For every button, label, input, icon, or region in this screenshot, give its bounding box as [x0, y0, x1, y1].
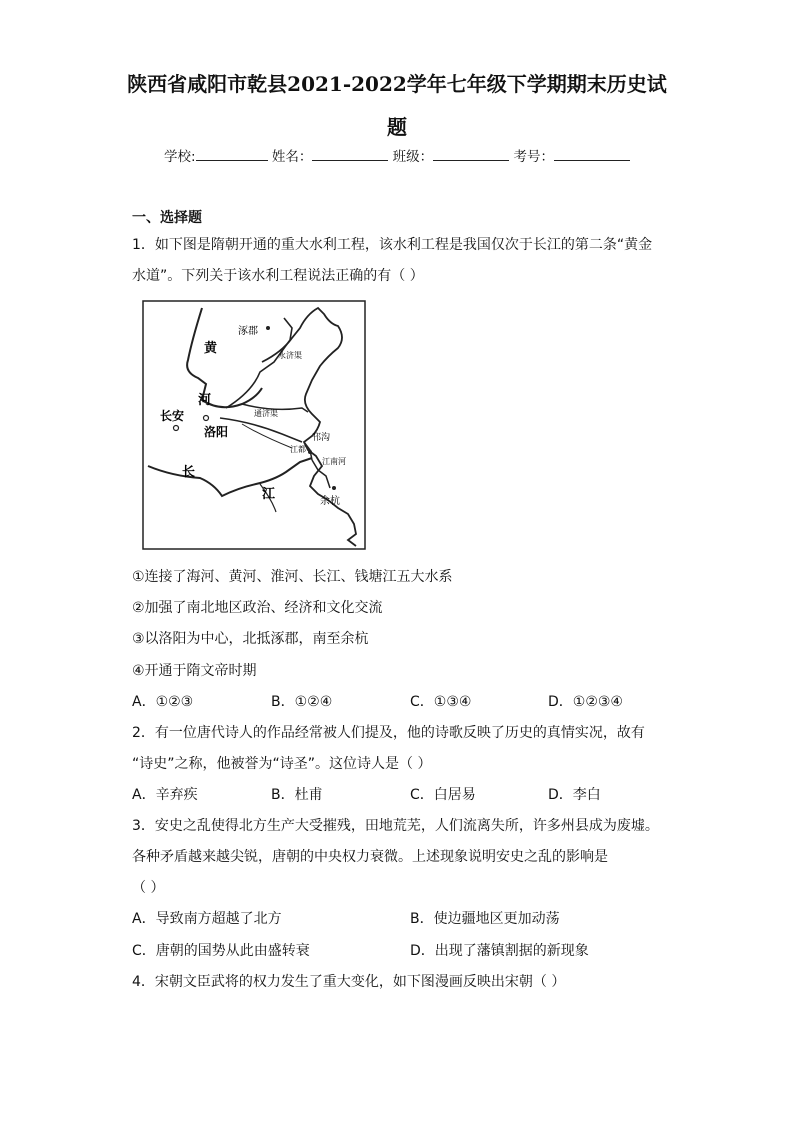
map-label-yongji: 永济渠 — [278, 351, 302, 360]
q2-option-d[interactable]: D．李白 — [548, 787, 601, 803]
q3-option-a[interactable]: A．导致南方超越了北方 — [132, 911, 282, 927]
q2-stem-line1: 2．有一位唐代诗人的作品经常被人们提及，他的诗歌反映了历史的真情实况，故有 — [132, 725, 645, 741]
student-info-line — [164, 145, 630, 165]
section-title: 一、选择题 — [132, 210, 202, 226]
school-label: 学校: — [164, 149, 196, 165]
class-label: 班级： — [392, 149, 434, 165]
name-field[interactable] — [312, 146, 388, 161]
school-field[interactable] — [196, 146, 268, 161]
q1-option-a[interactable]: A．①②③ — [132, 694, 194, 710]
map-label-luoyang: 洛阳 — [204, 425, 229, 439]
q3-option-d[interactable]: D．出现了藩镇割据的新现象 — [410, 943, 589, 959]
q1-option-b[interactable]: B．①②④ — [271, 694, 333, 710]
q2-option-a[interactable]: A．辛弃疾 — [132, 787, 198, 803]
q1-option-c[interactable]: C．①③④ — [410, 694, 472, 710]
map-label-jiangdu: 江都 — [290, 445, 306, 454]
q2-option-c[interactable]: C．白居易 — [410, 787, 476, 803]
q2-option-b[interactable]: B．杜甫 — [271, 787, 323, 803]
map-label-hangou: 邗沟 — [312, 433, 331, 443]
page-title-line1: 陕西省咸阳市乾县2021-2022学年七年级下学期期末历史试 — [127, 72, 667, 96]
q3-stem-line2: 各种矛盾越来越尖锐，唐朝的中央权力衰微。上述现象说明安史之乱的影响是 — [132, 849, 608, 865]
map-label-tongji: 通济渠 — [254, 409, 278, 418]
map-label-huang: 黄 — [204, 341, 218, 356]
q1-statement-2: ②加强了南北地区政治、经济和文化交流 — [132, 600, 383, 616]
grand-canal-map — [142, 300, 366, 550]
map-label-jiangnanhe: 江南河 — [322, 457, 346, 466]
q2-stem-line2: “诗史”之称，他被誉为“诗圣”。这位诗人是（ ） — [132, 756, 432, 772]
q1-stem-line1: 1．如下图是隋朝开通的重大水利工程，该水利工程是我国仅次于长江的第二条“黄金 — [132, 237, 653, 253]
map-label-zhuojun: 涿郡 — [238, 326, 258, 337]
q3-option-b[interactable]: B．使边疆地区更加动荡 — [410, 911, 560, 927]
q4-stem-line1: 4．宋朝文臣武将的权力发生了重大变化，如下图漫画反映出宋朝（ ） — [132, 974, 566, 990]
map-label-he: 河 — [198, 393, 212, 408]
map-label-chang: 长 — [182, 465, 196, 480]
exam-number-label: 考号： — [513, 149, 554, 165]
q1-statement-1: ①连接了海河、黄河、淮河、长江、钱塘江五大水系 — [132, 569, 453, 585]
q1-stem-line2: 水道”。下列关于该水利工程说法正确的有（ ） — [132, 268, 424, 284]
q1-option-d[interactable]: D．①②③④ — [548, 694, 623, 710]
map-label-changan: 长安 — [160, 409, 185, 423]
q1-statement-4: ④开通于隋文帝时期 — [132, 663, 257, 679]
class-field[interactable] — [433, 146, 509, 161]
page-title-line2: 题 — [387, 115, 407, 139]
q3-stem-line3: （ ） — [132, 880, 165, 896]
map-label-yuhang: 余杭 — [320, 496, 340, 507]
q1-statement-3: ③以洛阳为中心，北抵涿郡，南至余杭 — [132, 631, 369, 647]
map-label-jiang: 江 — [262, 487, 276, 502]
name-label: 姓名： — [271, 149, 313, 165]
q3-option-c[interactable]: C．唐朝的国势从此由盛转衰 — [132, 943, 310, 959]
exam-number-field[interactable] — [554, 146, 630, 161]
q3-stem-line1: 3．安史之乱使得北方生产大受摧残，田地荒芜，人们流离失所，许多州县成为废墟。 — [132, 818, 659, 834]
